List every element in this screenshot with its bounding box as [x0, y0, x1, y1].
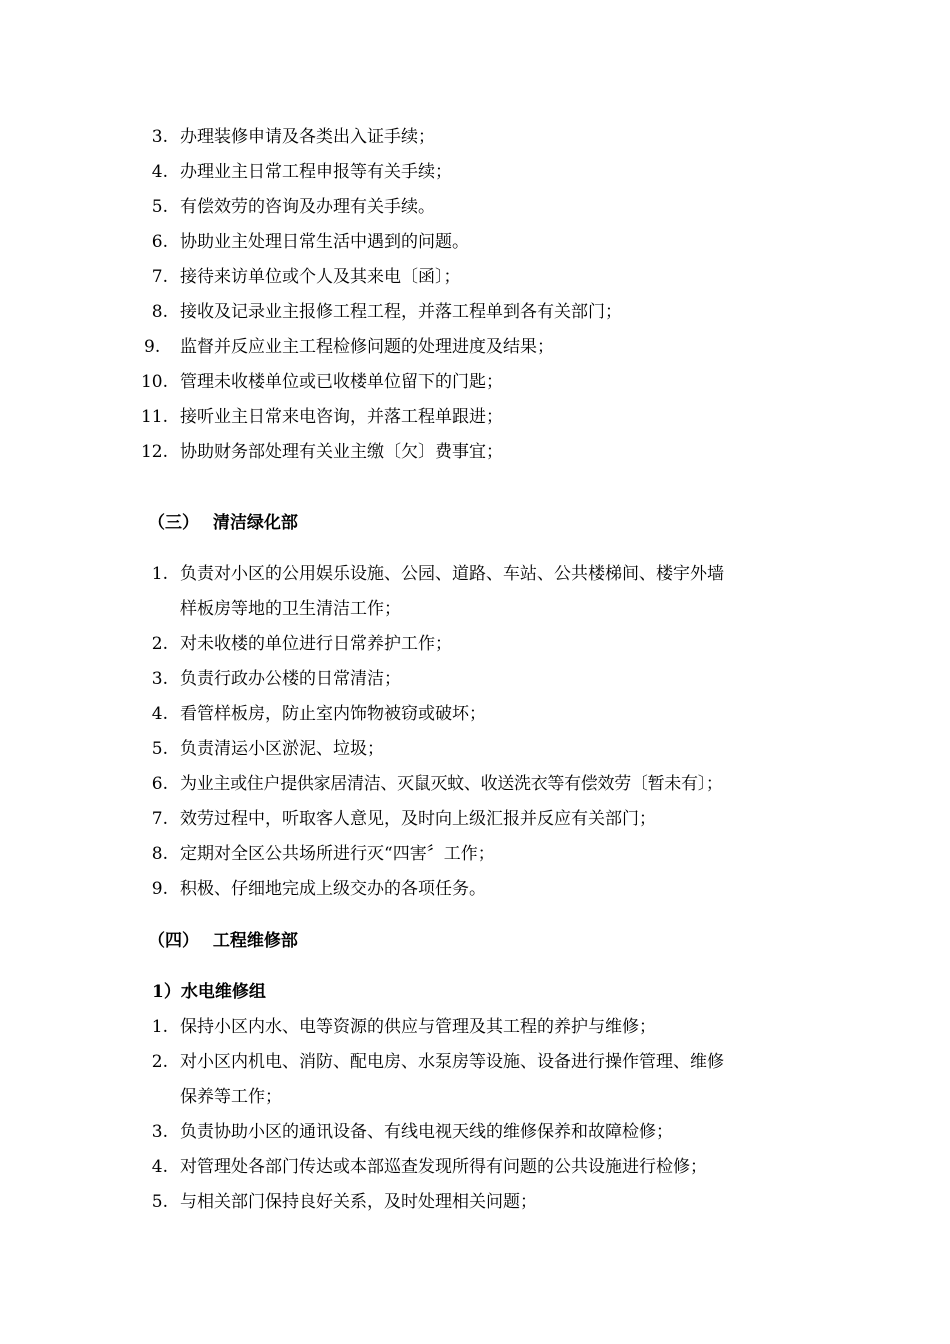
section-prefix: （三） — [148, 513, 199, 533]
list-number: 4. — [151, 704, 168, 724]
list-text: 与相关部门保持良好关系，及时处理相关问题； — [180, 1192, 537, 1212]
list-text: 负责协助小区的通讯设备、有线电视天线的维修保养和故障检修； — [180, 1122, 673, 1142]
list-number: 8. — [151, 844, 168, 864]
list-number: 7. — [151, 809, 168, 829]
list-text: 保持小区内水、电等资源的供应与管理及其工程的养护与维修； — [180, 1017, 656, 1037]
list-text: 对小区内机电、消防、配电房、水泵房等设施、设备进行操作管理、维修 — [180, 1052, 724, 1072]
section-title: 工程维修部 — [212, 931, 298, 951]
section-prefix: （四） — [148, 931, 199, 951]
list-number: 5. — [151, 197, 168, 217]
list-number: 6. — [151, 774, 168, 794]
list-text: 协助财务部处理有关业主缴〔欠〕费事宜； — [180, 442, 503, 462]
list-number: 9. — [151, 879, 168, 899]
list-number: 2. — [151, 1052, 168, 1072]
list-text: 接收及记录业主报修工程工程，并落工程单到各有关部门； — [180, 302, 622, 322]
list-text: 接待来访单位或个人及其来电〔函〕； — [180, 267, 461, 287]
list-text: 为业主或住户提供家居清洁、灭鼠灭蚊、收送洗衣等有偿效劳〔暂未有〕； — [180, 774, 723, 794]
list-text: 对管理处各部门传达或本部巡查发现所得有问题的公共设施进行检修； — [180, 1157, 707, 1177]
list-number: 4. — [151, 1157, 168, 1177]
list-text-continued: 样板房等地的卫生清洁工作； — [180, 599, 401, 619]
list-text-continued: 保养等工作； — [180, 1087, 282, 1107]
list-number: 9. — [144, 337, 161, 357]
list-number: 7. — [151, 267, 168, 287]
list-text: 接听业主日常来电咨询，并落工程单跟进； — [180, 407, 503, 427]
list-text: 协助业主处理日常生活中遇到的问题。 — [180, 232, 469, 252]
list-number: 3. — [151, 127, 168, 147]
list-number: 12. — [140, 442, 168, 462]
list-number: 5. — [151, 1192, 168, 1212]
list-text: 对未收楼的单位进行日常养护工作； — [180, 634, 452, 654]
list-text: 负责清运小区淤泥、垃圾； — [180, 739, 384, 759]
list-text: 有偿效劳的咨询及办理有关手续。 — [180, 197, 435, 217]
list-text: 积极、仔细地完成上级交办的各项任务。 — [180, 879, 486, 899]
list-number: 1. — [151, 1017, 168, 1037]
list-number: 6. — [151, 232, 168, 252]
list-number: 5. — [151, 739, 168, 759]
list-number: 11. — [140, 407, 168, 427]
list-number: 4. — [151, 162, 168, 182]
list-text: 效劳过程中，听取客人意见，及时向上级汇报并反应有关部门； — [180, 809, 656, 829]
list-number: 3. — [151, 1122, 168, 1142]
list-text: 监督并反应业主工程检修问题的处理进度及结果； — [180, 337, 554, 357]
list-number: 3. — [151, 669, 168, 689]
list-text: 定期对全区公共场所进行灭“四害〞工作； — [180, 844, 495, 864]
list-text: 办理装修申请及各类出入证手续； — [180, 127, 435, 147]
list-text: 负责对小区的公用娱乐设施、公园、道路、车站、公共楼梯间、楼宇外墙 — [180, 564, 724, 584]
subsection-heading: 1）水电维修组 — [152, 982, 266, 1002]
list-number: 2. — [151, 634, 168, 654]
list-text: 负责行政办公楼的日常清洁； — [180, 669, 401, 689]
section-heading — [148, 930, 298, 952]
section-title: 清洁绿化部 — [212, 513, 298, 533]
list-number: 8. — [151, 302, 168, 322]
list-text: 管理未收楼单位或已收楼单位留下的门匙； — [180, 372, 503, 392]
list-number: 10. — [140, 372, 168, 392]
list-text: 看管样板房，防止室内饰物被窃或破坏； — [180, 704, 486, 724]
section-heading — [148, 512, 298, 534]
list-number: 1. — [151, 564, 168, 584]
list-text: 办理业主日常工程申报等有关手续； — [180, 162, 452, 182]
